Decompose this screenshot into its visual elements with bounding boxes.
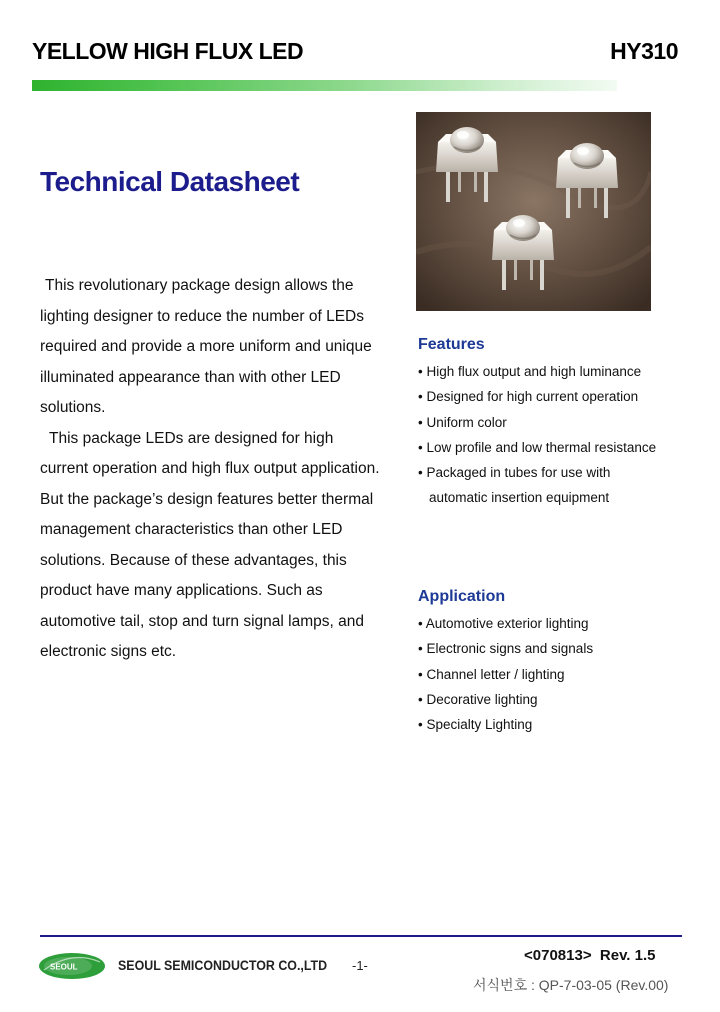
list-item: • Channel letter / lighting [418,666,565,682]
list-item: • Designed for high current operation [418,389,639,405]
page-number: -1- [352,958,368,973]
application-heading: Application [418,588,506,605]
form-number: 서식번호 : QP-7-03-05 (Rev.00) [473,977,669,993]
list-item-continuation-text: automatic insertion equipment [429,490,610,506]
product-title: YELLOW HIGH FLUX LED [32,38,304,64]
list-item: • Low profile and low thermal resistance [418,439,657,455]
list-item: • Automotive exterior lighting [418,616,589,631]
revision-label: <070813> Rev. 1.5 [524,947,656,964]
company-name: SEOUL SEMICONDUCTOR CO.,LTD [118,958,328,973]
logo-text: SEOUL [50,962,78,972]
header-gradient-bar [32,80,617,91]
features-heading: Features [418,336,485,353]
list-item: • High flux output and high luminance [418,364,642,379]
led-product-photo [416,112,651,311]
application-list [418,611,698,737]
intro-paragraph-2: This package LEDs are designed for high current operation and high flux output application. But the package’s design features better thermal management characteristics than other LED solutions. Because of these advantages, this product have many applications. Such as automotive tail, stop and turn signal lamps, and electronic signs etc. [40,429,380,660]
part-number: HY310 [610,38,678,64]
list-item: • Uniform color [418,414,507,430]
list-item: • Specialty Lighting [418,717,533,733]
list-item: • Electronic signs and signals [418,641,594,657]
document-title: Technical Datasheet [40,166,300,197]
list-item: • Packaged in tubes for use with [418,465,611,481]
list-item: • Decorative lighting [418,691,538,707]
intro-text [40,271,385,668]
footer-divider [40,935,682,937]
features-list [418,359,698,511]
seoul-logo [38,952,106,980]
list-item-continuation [418,485,698,510]
intro-paragraph-1: This revolutionary package design allows the lighting designer to reduce the number of LEDs required and provide a more uniform and unique illuminated appearance than with other LED solutions. [40,277,372,416]
